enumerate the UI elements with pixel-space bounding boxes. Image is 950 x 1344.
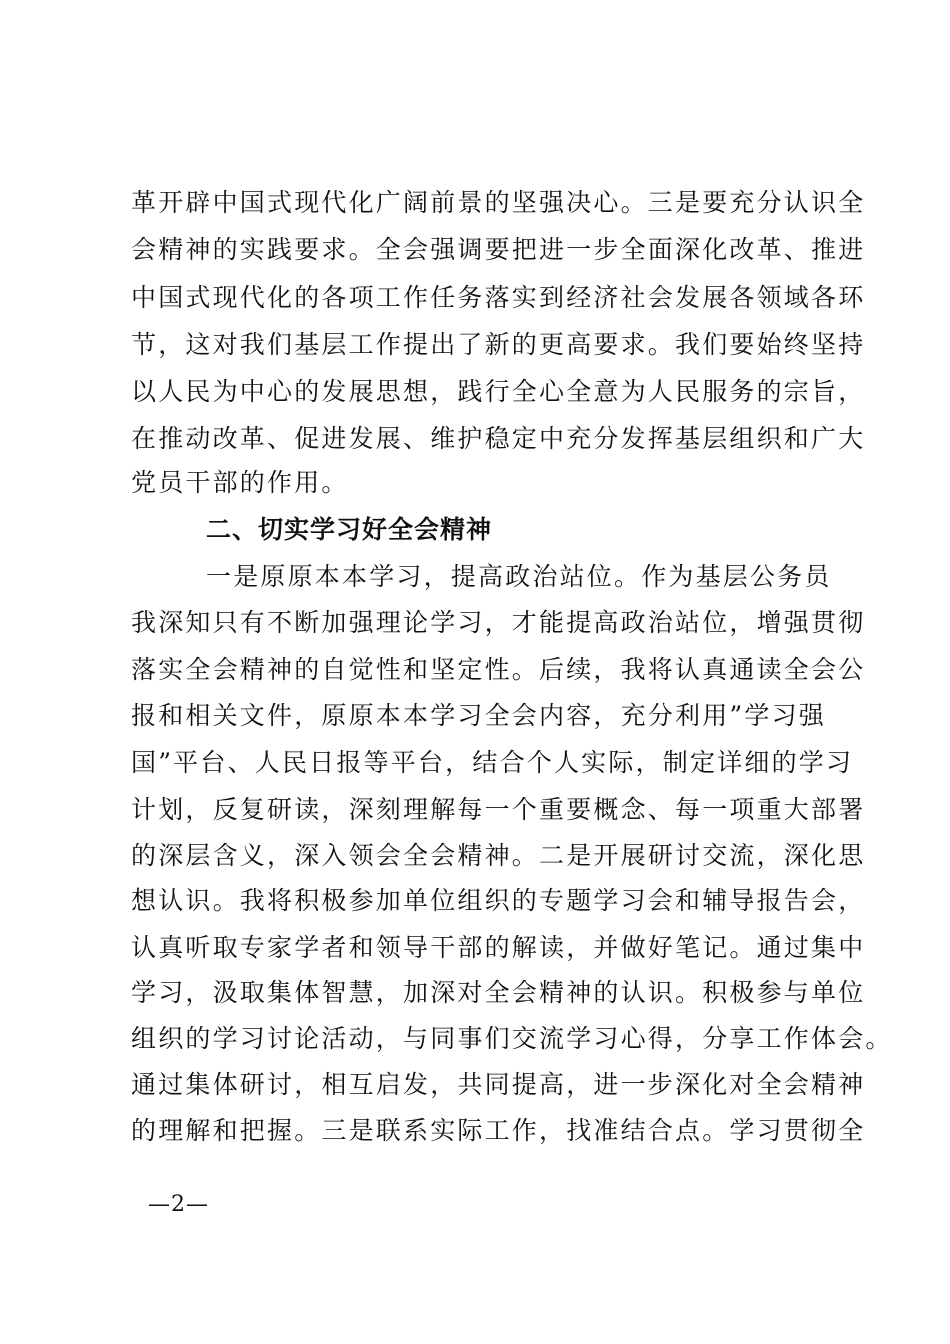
page-number: —2— [148,1192,209,1217]
body-text-line: 通过集体研讨，相互启发，共同提高，进一步深化对全会精神 [131,1070,866,1099]
body-text-line: 的理解和把握。三是联系实际工作，找准结合点。学习贯彻全 [131,1116,866,1145]
section-heading: 二、切实学习好全会精神 [206,515,493,544]
body-text-line: 学习，汲取集体智慧，加深对全会精神的认识。积极参与单位 [131,978,866,1007]
paragraph-first-line: 一是原原本本学习，提高政治站位。作为基层公务员 [206,562,832,591]
body-text-line: 想认识。我将积极参加单位组织的专题学习会和辅导报告会， [131,886,866,915]
body-text-line: 报和相关文件，原原本本学习全会内容，充分利用”学习强 [131,701,826,730]
body-text-line: 落实全会精神的自觉性和坚定性。后续，我将认真通读全会公 [131,655,866,684]
body-text-line: 计划，反复研读，深刻理解每一个重要概念、每一项重大部署 [131,795,866,824]
body-text-line: 党员干部的作用。 [131,468,349,497]
body-text-line: 中国式现代化的各项工作任务落实到经济社会发展各领域各环 [131,283,866,312]
body-text-line: 组织的学习讨论活动，与同事们交流学习心得，分享工作体会。 [131,1024,893,1053]
body-text-line: 认真听取专家学者和领导干部的解读，并做好笔记。通过集中 [131,933,866,962]
body-text-line: 以人民为中心的发展思想，践行全心全意为人民服务的宗旨， [131,377,866,406]
body-text-line: 节，这对我们基层工作提出了新的更高要求。我们要始终坚持 [131,330,866,359]
body-text-line: 我深知只有不断加强理论学习，才能提高政治站位，增强贯彻 [131,608,866,637]
body-text-line: 国”平台、人民日报等平台，结合个人实际，制定详细的学习 [131,748,854,777]
body-text-line: 的深层含义，深入领会全会精神。二是开展研讨交流，深化思 [131,841,866,870]
body-text-line: 革开辟中国式现代化广阔前景的坚强决心。三是要充分认识全 [131,188,866,217]
body-text-line: 在推动改革、促进发展、维护稳定中充分发挥基层组织和广大 [131,424,866,453]
body-text-line: 会精神的实践要求。全会强调要把进一步全面深化改革、推进 [131,235,866,264]
